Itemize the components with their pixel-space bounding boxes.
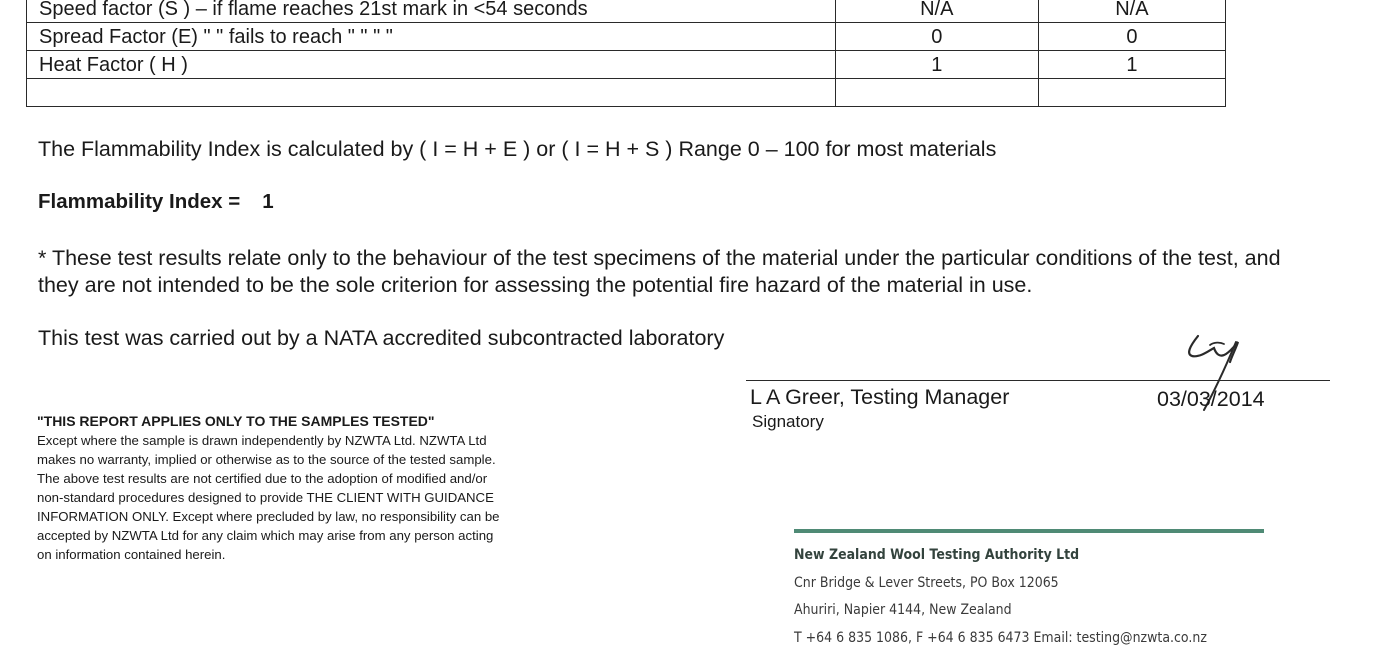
- nata-statement: This test was carried out by a NATA accredited subcontracted laboratory: [38, 326, 725, 350]
- index-formula-text: The Flammability Index is calculated by ( I = H + E ) or ( I = H + S ) Range 0 – 100 for most materials: [38, 137, 997, 161]
- table-row: [27, 23, 1226, 51]
- disclaimer-text: * These test results relate only to the behaviour of the test specimens of the material under the particular conditions of the test, and they are not intended to be the sole criterion for assessing the potential fire hazard of the material in use.: [38, 246, 1281, 297]
- factor-value: 0: [1038, 23, 1225, 51]
- handwritten-signature: [1180, 328, 1290, 438]
- factor-value: 1: [835, 51, 1038, 79]
- factor-value: [835, 79, 1038, 107]
- company-letterhead: [794, 541, 1207, 651]
- factor-label: [27, 79, 836, 107]
- report-notice-heading: "THIS REPORT APPLIES ONLY TO THE SAMPLES TESTED": [37, 413, 435, 429]
- report-notice-line: Except where the sample is drawn independently by NZWTA Ltd. NZWTA Ltd: [37, 433, 487, 448]
- company-address-line: Cnr Bridge & Lever Streets, PO Box 12065: [794, 573, 1059, 591]
- flammability-index: [38, 190, 274, 214]
- factor-label: Speed factor (S ) – if flame reaches 21st mark in <54 seconds: [27, 0, 836, 23]
- flammability-results-table: [26, 0, 1226, 107]
- company-address-line: Ahuriri, Napier 4144, New Zealand: [794, 601, 1012, 618]
- signature-date: 03/03/2014: [1157, 387, 1265, 411]
- report-notice-line: accepted by NZWTA Ltd for any claim which may arise from any person acting: [37, 528, 494, 543]
- table-row-empty: [27, 79, 1226, 107]
- table-row: [27, 0, 1226, 23]
- flammability-index-label: Flammability Index =: [38, 190, 241, 213]
- flammability-index-value: 1: [262, 190, 274, 213]
- factor-label: Heat Factor ( H ): [27, 51, 836, 79]
- factor-value: 1: [1038, 51, 1225, 79]
- report-notice-line: on information contained herein.: [37, 547, 226, 562]
- report-notice-line: INFORMATION ONLY. Except where precluded by law, no responsibility can be: [37, 509, 500, 524]
- factor-value: 0: [835, 23, 1038, 51]
- company-accent-rule: [794, 529, 1264, 533]
- signatory-role: Signatory: [752, 412, 824, 431]
- factor-value: N/A: [835, 0, 1038, 23]
- signatory-name: L A Greer, Testing Manager: [750, 385, 1010, 409]
- signature-line: [746, 380, 1330, 381]
- factor-value: [1038, 79, 1225, 107]
- report-notice: [37, 412, 647, 564]
- report-notice-line: non-standard procedures designed to provide THE CLIENT WITH GUIDANCE: [37, 490, 494, 505]
- factor-value: N/A: [1038, 0, 1225, 23]
- company-name: New Zealand Wool Testing Authority Ltd: [794, 546, 1080, 563]
- table-row: [27, 51, 1226, 79]
- factor-label: Spread Factor (E) " " fails to reach " " " ": [27, 23, 836, 51]
- report-notice-line: The above test results are not certified due to the adoption of modified and/or: [37, 471, 488, 486]
- report-notice-line: makes no warranty, implied or otherwise as to the source of the tested sample.: [37, 452, 496, 467]
- company-contact: T +64 6 835 1086, F +64 6 835 6473 Email: testing@nzwta.co.nz: [794, 628, 1207, 646]
